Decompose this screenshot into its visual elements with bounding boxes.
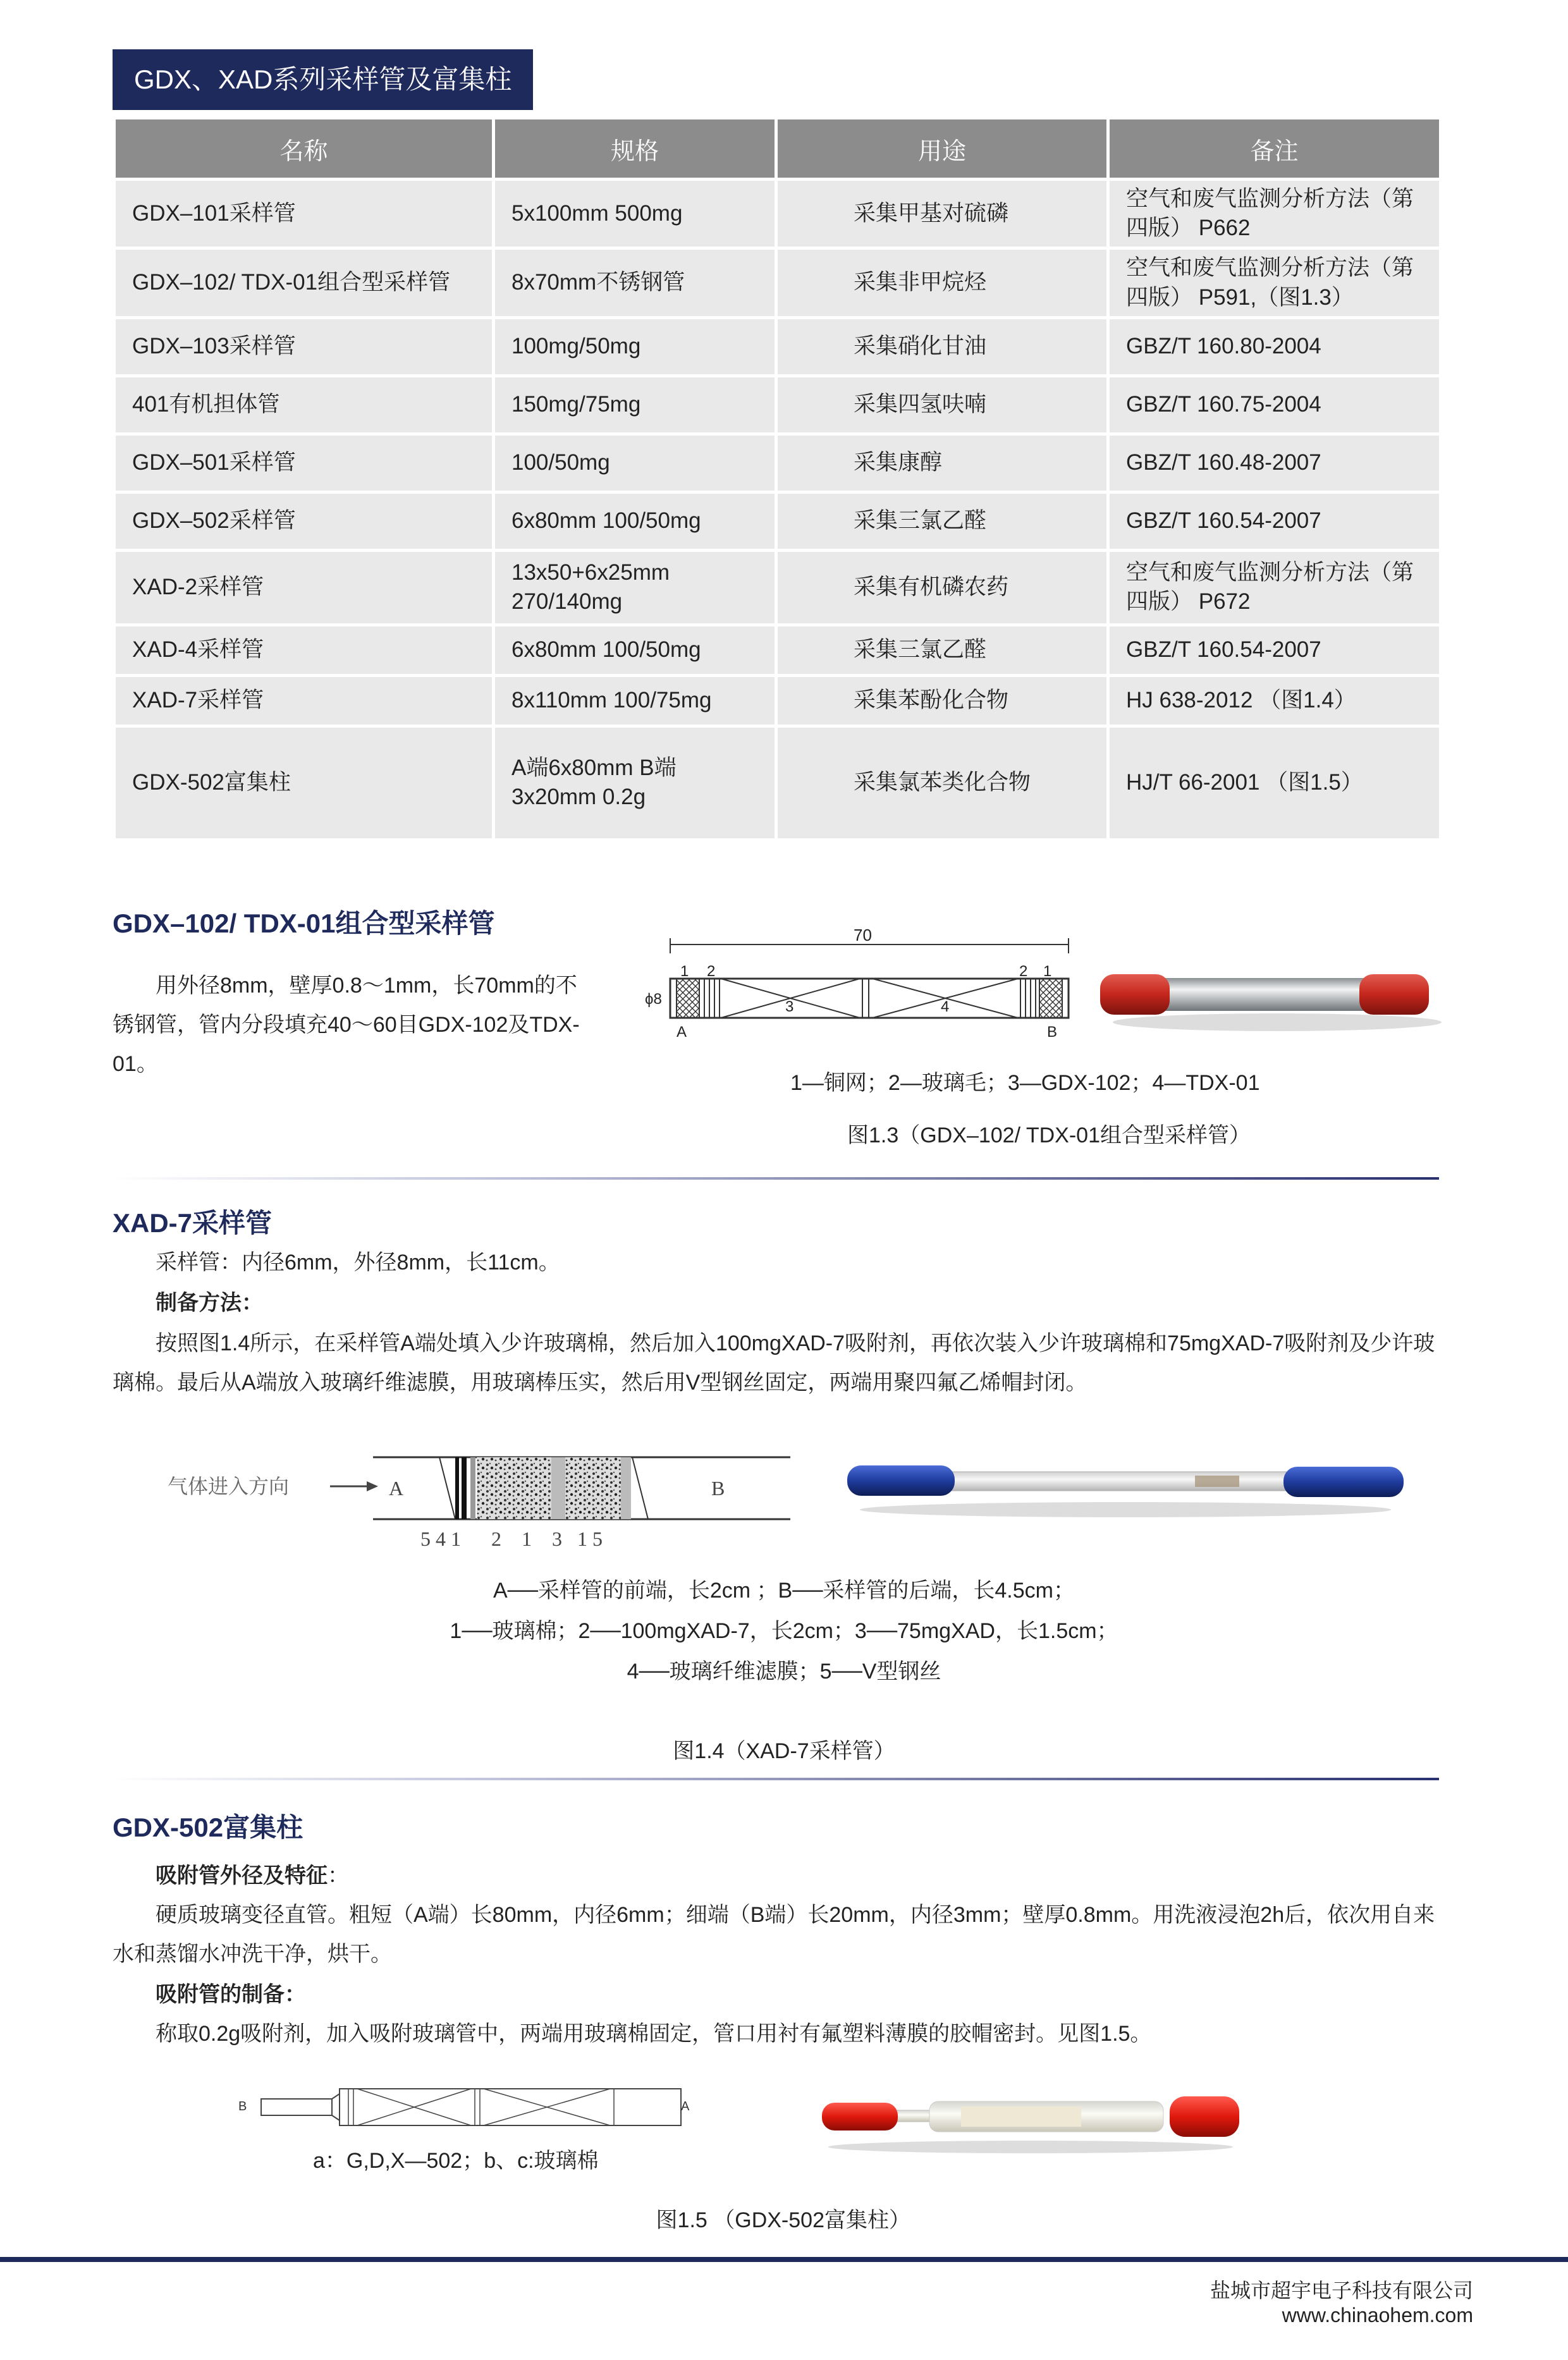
xad7-legend-3: 4──玻璃纤维滤膜；5──V型钢丝 <box>627 1660 941 1684</box>
cell-spec: 5x100mm 500mg <box>494 180 776 248</box>
header-note: 备注 <box>1108 118 1441 180</box>
cell-name: XAD-2采样管 <box>114 550 494 625</box>
header-use: 用途 <box>776 118 1108 180</box>
cell-note: GBZ/T 160.48-2007 <box>1108 434 1441 492</box>
diagram-num-2b: 2 <box>1019 963 1028 980</box>
table-row <box>114 434 1441 492</box>
cell-name: GDX–101采样管 <box>114 180 494 248</box>
cell-name: GDX–502采样管 <box>114 492 494 550</box>
cell-name: GDX-502富集柱 <box>114 726 494 840</box>
xad7-end-b: B <box>711 1477 725 1500</box>
gdx102-tube-diagram <box>632 923 1087 1049</box>
cell-note: 空气和废气监测分析方法（第四版） P591,（图1.3） <box>1108 248 1441 317</box>
cell-name: GDX–501采样管 <box>114 434 494 492</box>
xad7-flow-label: 气体进入方向 <box>168 1475 290 1498</box>
diagram-num-4: 4 <box>941 998 950 1015</box>
table-row <box>114 248 1441 317</box>
xad7-end-a: A <box>389 1477 404 1500</box>
table-row <box>114 492 1441 550</box>
xad7-method-label: 制备方法： <box>156 1291 263 1315</box>
table-row <box>114 180 1441 248</box>
section-divider <box>113 1177 1439 1180</box>
table-row <box>114 550 1441 625</box>
cell-use: 采集四氢呋喃 <box>776 376 1108 434</box>
gdx502-feature-text: 硬质玻璃变径直管。粗短（A端）长80mm，内径6mm；细端（B端）长20mm，内径3mm；壁厚0.8mm。用洗液浸泡2h后，依次用自来水和蒸馏水冲洗干净，烘干。 <box>113 1903 1435 1966</box>
gdx502-section-title: GDX-502富集柱 <box>113 1813 303 1842</box>
gdx102-caption: 图1.3（GDX–102/ TDX-01组合型采样管） <box>847 1123 1251 1147</box>
xad7-tube-photo <box>841 1448 1410 1530</box>
gdx502-prep-label: 吸附管的制备： <box>156 1983 306 2007</box>
diagram-num-2: 2 <box>707 963 716 980</box>
cell-use: 采集三氯乙醛 <box>776 625 1108 675</box>
cell-note: GBZ/T 160.54-2007 <box>1108 492 1441 550</box>
header-name: 名称 <box>114 118 494 180</box>
diagram-dia-label: ϕ8 <box>645 991 662 1008</box>
cell-name: GDX–103采样管 <box>114 317 494 376</box>
diagram-num-3: 3 <box>785 998 794 1015</box>
spec-table <box>113 116 1442 841</box>
cell-use: 采集氯苯类化合物 <box>776 726 1108 840</box>
table-row <box>114 376 1441 434</box>
xad7-caption: 图1.4（XAD-7采样管） <box>673 1739 895 1763</box>
table-row <box>114 726 1441 840</box>
cell-note: 空气和废气监测分析方法（第四版） P662 <box>1108 180 1441 248</box>
cell-use: 采集康醇 <box>776 434 1108 492</box>
xad7-tube-diagram <box>158 1445 803 1558</box>
steel-tube-photo <box>1094 951 1448 1046</box>
cell-name: XAD-4采样管 <box>114 625 494 675</box>
gdx502-diagram-a: A <box>681 2100 690 2113</box>
cell-note: 空气和废气监测分析方法（第四版） P672 <box>1108 550 1441 625</box>
cell-note: GBZ/T 160.80-2004 <box>1108 317 1441 376</box>
gdx502-feature-heading <box>156 1856 349 1895</box>
table-row <box>114 317 1441 376</box>
cell-name: 401有机担体管 <box>114 376 494 434</box>
cell-spec: 8x70mm不锈钢管 <box>494 248 776 317</box>
cell-use: 采集三氯乙醛 <box>776 492 1108 550</box>
cell-spec: 100/50mg <box>494 434 776 492</box>
gdx102-section-title: GDX–102/ TDX-01组合型采样管 <box>113 908 495 938</box>
xad7-legend-2: 1──玻璃棉；2──100mgXAD-7，长2cm；3──75mgXAD，长1.5cm； <box>450 1619 1118 1643</box>
xad7-spec-line: 采样管：内径6mm，外径8mm，长11cm。 <box>156 1250 560 1275</box>
cell-use: 采集非甲烷烃 <box>776 248 1108 317</box>
diagram-num-1b: 1 <box>1043 963 1052 980</box>
gdx502-prep-text: 称取0.2g吸附剂，加入吸附玻璃管中，两端用玻璃棉固定，管口用衬有氟塑料薄膜的胶帽密封。见图1.5。 <box>156 2022 1152 2046</box>
xad7-legend-1: A──采样管的前端，长2cm ；B──采样管的后端，长4.5cm； <box>493 1579 1075 1603</box>
cell-note: HJ/T 66-2001 （图1.5） <box>1108 726 1441 840</box>
table-row <box>114 675 1441 726</box>
gdx102-description: 用外径8mm，壁厚0.8～1mm，长70mm的不锈钢管，管内分段填充40～60目GDX-102及TDX-01。 <box>113 974 580 1076</box>
footer-company: 盐城市超宇电子科技有限公司 <box>1210 2279 1473 2302</box>
section-title-banner: GDX、XAD系列采样管及富集柱 <box>113 49 533 110</box>
cell-spec: 100mg/50mg <box>494 317 776 376</box>
gdx502-diagram-b: B <box>238 2100 247 2113</box>
diagram-length-label: 70 <box>854 926 872 945</box>
cell-spec: 6x80mm 100/50mg <box>494 492 776 550</box>
diagram-end-a: A <box>677 1024 687 1041</box>
cell-use: 采集甲基对硫磷 <box>776 180 1108 248</box>
table-header-row <box>114 118 1441 180</box>
header-spec: 规格 <box>494 118 776 180</box>
gdx102-legend: 1—铜网；2—玻璃毛；3—GDX-102；4—TDX-01 <box>790 1071 1260 1095</box>
cell-spec: 150mg/75mg <box>494 376 776 434</box>
cell-spec: A端6x80mm B端3x20mm 0.2g <box>494 726 776 840</box>
gdx502-feature-label: 吸附管外径及特征 <box>156 1864 328 1888</box>
xad7-method-text: 按照图1.4所示，在采样管A端处填入少许玻璃棉，然后加入100mgXAD-7吸附剂，再依次装入少许玻璃棉和75mgXAD-7吸附剂及少许玻璃棉。最后从A端放入玻璃纤维滤膜，用玻璃棒压实，然后用V型钢丝固定，两端用聚四氟乙烯帽封闭。 <box>113 1331 1435 1395</box>
cell-use: 采集有机磷农药 <box>776 550 1108 625</box>
gdx502-tube-photo <box>816 2080 1246 2162</box>
diagram-end-b: B <box>1047 1024 1058 1041</box>
cell-spec: 13x50+6x25mm 270/140mg <box>494 550 776 625</box>
cell-name: GDX–102/ TDX-01组合型采样管 <box>114 248 494 317</box>
cell-use: 采集苯酚化合物 <box>776 675 1108 726</box>
cell-note: GBZ/T 160.54-2007 <box>1108 625 1441 675</box>
cell-note: HJ 638-2012 （图1.4） <box>1108 675 1441 726</box>
footer-rule <box>0 2257 1568 2262</box>
xad7-section-title: XAD-7采样管 <box>113 1208 273 1238</box>
gdx502-feature-colon: ： <box>328 1864 349 1888</box>
table-row <box>114 625 1441 675</box>
cell-spec: 6x80mm 100/50mg <box>494 625 776 675</box>
cell-name: XAD-7采样管 <box>114 675 494 726</box>
cell-spec: 8x110mm 100/75mg <box>494 675 776 726</box>
gdx502-caption: 图1.5 （GDX-502富集柱） <box>656 2208 910 2232</box>
diagram-num-1: 1 <box>680 963 689 980</box>
section-divider <box>113 1778 1439 1780</box>
footer-website: www.chinaohem.com <box>1282 2304 1473 2326</box>
cell-use: 采集硝化甘油 <box>776 317 1108 376</box>
gdx502-legend: a：G,D,X—502；b、c:玻璃棉 <box>313 2149 599 2173</box>
gdx502-diagram <box>231 2080 711 2149</box>
xad7-diagram-numbers: 5 4 1 2 1 3 1 5 <box>420 1527 603 1550</box>
cell-note: GBZ/T 160.75-2004 <box>1108 376 1441 434</box>
